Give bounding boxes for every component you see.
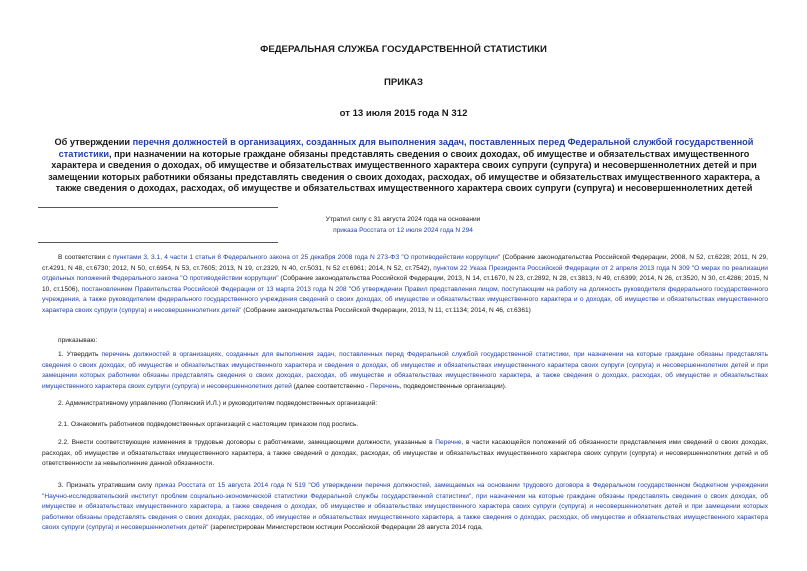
text: 1. Утвердить <box>58 351 102 358</box>
repeal-order-link[interactable]: приказа Росстата от 12 июля 2024 года N 294 <box>333 227 473 234</box>
list-link[interactable]: перечень должностей в организациях, созданных для выполнения задач, поставленных перед Федеральной службой государственной статистики, при назначении на которые граждане обязаны представлять сведения о своих доходах, об имуществе и обязательствах имущественного характера и сведения о доходах, об имуществе и обязательствах имущественного характера своих супруги (супруга) и несовершеннолетних детей и при замещении которых работники обязаны представлять сведения о своих доходах, расходах, об имуществе и обязательствах имущественного характера, а также сведения о доходах, расходах, об имуществе и обязательствах имущественного характера своих супруги (супруга) и несовершеннолетних детей <box>42 351 768 390</box>
perechen-link[interactable]: Перечень <box>370 382 400 390</box>
document-type: ПРИКАЗ <box>384 77 423 88</box>
order-word: приказываю: <box>58 337 98 344</box>
decree-309-link[interactable]: пунктом 22 Указа Президента Российской Федерации от 2 апреля 2013 года N 309 "О мерах по реализации отдельных положений Федерального закона "О противодействии коррупции" <box>42 264 768 283</box>
agency-name: ФЕДЕРАЛЬНАЯ СЛУЖБА ГОСУДАРСТВЕННОЙ СТАТИСТИКИ <box>260 44 547 55</box>
clause-2-1: 2.1. Ознакомить работников подведомственных организаций с настоящим приказом под роспись. <box>58 421 359 428</box>
clause-2-2 <box>42 438 768 470</box>
clause-3 <box>42 481 768 534</box>
text: (зарегистрирован Министерством юстиции Российской Федерации 28 августа 2014 года, <box>208 524 483 532</box>
document-title <box>42 137 766 195</box>
divider-top <box>38 207 278 208</box>
clause-2: 2. Административному управлению (Полянский И.Л.) и руководителям подведомственных организаций: <box>58 400 378 407</box>
text: (далее соответственно - <box>291 382 371 390</box>
repeal-note-link-line <box>38 225 768 236</box>
clause-1 <box>42 350 768 392</box>
resolution-208-link[interactable]: постановлением Правительства Российской Федерации от 13 марта 2013 года N 208 "Об утверждении Правил представления лицом, поступающим на работу на должность руководителя федерального государственного учреждения, а также руководителем федерального государственного учреждения сведений о своих доходах, об имуществе и обязательствах имущественного характера и о доходах, об имуществе и обязательствах имущественного характера своих супруги (супруга) и несовершеннолетних детей" <box>42 285 768 314</box>
text: (Собрание законодательства Российской Федерации, 2013, N 14, ст.1670, N 23, ст.2892, N 28, ст.3813, N 49, ст.6399; 2014, N 26, ст.3520, N 30, ст.4286; 2015, N 10, ст.1506), <box>42 275 769 293</box>
text: 2.2. Внести соответствующие изменения в трудовые договоры с работниками, замещающими должности, указанные в <box>58 439 436 446</box>
document-date-number: от 13 июля 2015 года N 312 <box>339 108 468 119</box>
text: 3. Признать утратившим силу <box>58 482 155 489</box>
perechne-link[interactable]: Перечне <box>435 439 462 446</box>
law-273-link[interactable]: пунктами 3, 3.1, 4 части 1 статьи 8 Федерального закона от 25 декабря 2008 года N 273-ФЗ "О противодействии коррупции" <box>112 254 501 261</box>
order-519-link[interactable]: приказ Росстата от 15 августа 2014 года N 519 "Об утверждении перечня должностей, замещаемых на основании трудового договора в Федеральном государственном бюджетном учреждении "Научно-исследовательский институт проблем социально-экономической статистики Федеральной службы государственной статистики", при назначении на которые граждане обязаны представлять сведения о своих доходах, об имуществе и обязательствах имущественного характера, а также сведения о доходах, об имуществе и обязательствах имущественного характера своих супруги (супруга) и несовершеннолетних детей и при замещении которых работники обязаны представлять сведения о своих доходах, расходах, об имуществе и обязательствах имущественного характера, а также сведения о доходах, расходах, об имуществе и обязательствах имущественного характера своих супруги (супруга) и несовершеннолетних детей" <box>42 482 769 532</box>
title-link[interactable]: перечня должностей в организациях, созданных для выполнения задач, поставленных перед Федеральной службой государственной статистики <box>58 137 754 159</box>
title-rest: , при назначении на которые граждане обязаны представлять сведения о своих доходах, об имуществе и обязательствах имущественного характера и сведения о доходах, об имуществе и обязательствах имущественного характера своих супруги (супруга) и несовершеннолетних детей и при замещении которых работники обязаны представлять сведения о своих доходах, расходах, об имуществе и обязательствах имущественного характера, а также сведения о доходах, расходах, об имуществе и обязательствах имущественного характера своих супруги (супруга) и несовершеннолетних детей <box>48 148 760 194</box>
text: , подведомственные организации). <box>399 382 507 390</box>
text: (Собрание законодательства Российской Федерации, 2013, N 11, ст.1134; 2014, N 46, ст.6361) <box>241 306 531 314</box>
repeal-note: Утратил силу с 31 августа 2024 года на основании <box>325 216 481 223</box>
preamble-paragraph <box>42 253 768 317</box>
text: В соответствии с <box>58 254 113 261</box>
divider-bottom <box>38 242 278 243</box>
title-prefix: Об утверждении <box>54 137 133 147</box>
text: (Собрание законодательства Российской Федерации, 2008, N 52, ст.6228; 2011, N 29, ст.4291, N 48, ст.6730; 2012, N 50, ст.6954, N 53, ст.7605; 2013, N 19, ст.2329, N 40, ст.5031, N 52 ст.6961; 2014, N 52, ст.7542), <box>42 254 768 272</box>
text: , в части касающейся положений об обязанности представления ими сведений о своих доходах, расходах, об имуществе и обязательствах имущественного характера, а также сведений о доходах, расходах, об имуществе и обязательствах имущественного характера своих супруги (супруга) и несовершеннолетних детей и об ответственности за невыполнение данной обязанности. <box>42 439 768 468</box>
